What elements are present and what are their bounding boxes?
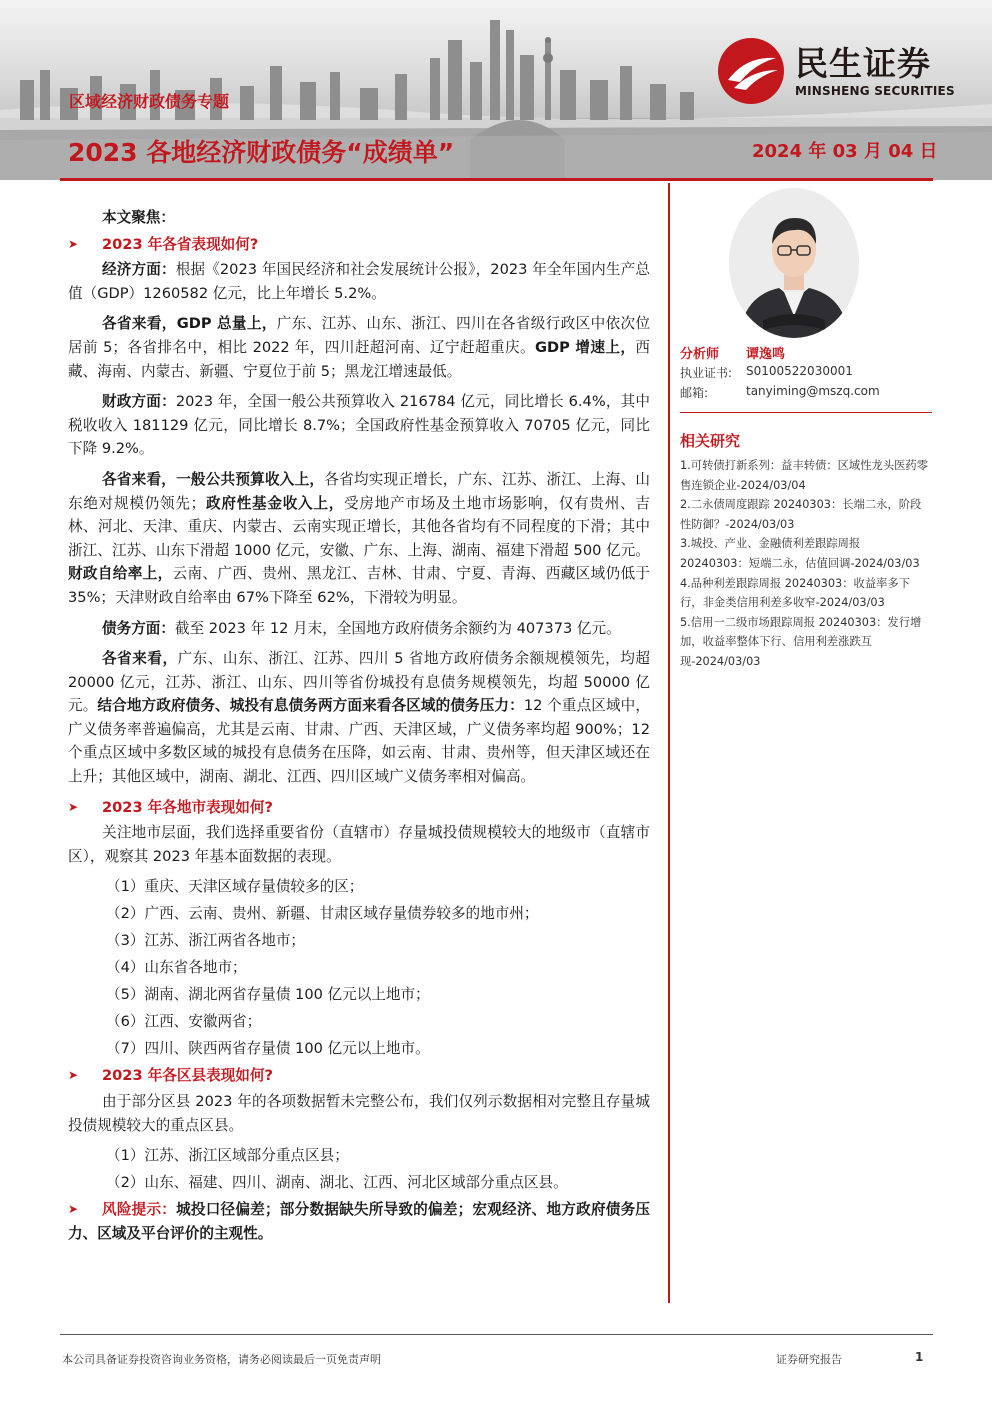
cities-paragraph: 关注地市层面，我们选择重要省份（直辖市）存量城投债规模较大的地级市（直辖市区），观察其 2023 年基本面数据的表现。	[68, 824, 650, 865]
risk-warning: ➤ 风险提示：城投口径偏差；部分数据缺失所导致的偏差；宏观经济、地方政府债务压力、区域及平台评价的主观性。	[68, 1198, 650, 1245]
economy-paragraph: 经济方面：根据《2023 年国民经济和社会发展统计公报》，2023 年全年国内生产总值（GDP）1260582 亿元，比上年增长 5.2%。	[68, 261, 650, 302]
debt-provinces-paragraph: 各省来看，广东、山东、浙江、江苏、四川 5 省地方政府债务余额规模领先，均超 20000 亿元，江苏、浙江、山东、四川等省份城投有息债务规模领先，均超 50000 亿元。结合地方政府债务、城投有息债务两方面来看各区域的债务压力：12 个重点区域中，广义债务率普遍偏高，尤其是云南、甘肃、广西、天津区域，广义债务率均超 900%；12 个重点区域中多数区域的城投有息债务在压降，如云南、甘肃、贵州等，但天津区域还在上升；其他区域中，湖南、湖北、江西、四川区域广义债务率相对偏高。	[68, 650, 650, 786]
report-topic: 区域经济财政债务专题	[69, 92, 230, 111]
list-item: （2）广西、云南、贵州、新疆、甘肃区域存量债券较多的地市州；	[106, 905, 539, 923]
main-content	[68, 206, 650, 1245]
chevron-right-icon: ➤	[68, 799, 79, 814]
debt-paragraph: 债务方面：截至 2023 年 12 月末，全国地方政府债务余额约为 407373 亿元。	[102, 619, 621, 637]
brand-logo	[716, 36, 976, 106]
counties-paragraph: 由于部分区县 2023 年的各项数据暂未完整公布，我们仅列示数据相对完整且存量城投债规模较大的重点区县。	[68, 1092, 650, 1134]
section-heading-counties: ➤ 2023 年各区县表现如何?	[68, 1064, 650, 1088]
column-divider	[668, 183, 670, 1303]
header-divider	[60, 178, 933, 181]
list-item: （5）湖南、湖北两省存量债 100 亿元以上地市；	[106, 986, 430, 1004]
related-research-title: 相关研究	[680, 432, 741, 450]
section-heading-provinces: ➤ 2023 年各省表现如何?	[68, 233, 650, 257]
minsheng-logo-icon	[716, 36, 786, 106]
list-item: （1）江苏、浙江区域部分重点区县；	[106, 1147, 349, 1165]
analyst-portrait-icon	[729, 188, 859, 338]
footer-divider	[60, 1334, 933, 1335]
email-row: 邮箱: tanyiming@mszq.com	[680, 384, 880, 400]
page-number: 1	[915, 1350, 924, 1364]
chevron-right-icon: ➤	[68, 1068, 79, 1083]
report-title: 2023 各地经济财政债务“成绩单”	[68, 138, 455, 167]
report-date: 2024 年 03 月 04 日	[752, 141, 938, 162]
list-item: （2）山东、福建、四川、湖南、湖北、江西、河北区域部分重点区县。	[106, 1174, 568, 1192]
related-item: 3.城投、产业、金融债利差跟踪周报 20240303：短端二永，估值回调-2024/03/03	[680, 537, 920, 570]
sidebar-divider	[680, 412, 932, 413]
list-item: （7）四川、陕西两省存量债 100 亿元以上地市。	[106, 1040, 430, 1058]
related-item: 1.可转债打新系列：益丰转债：区域性龙头医药零售连锁企业-2024/03/04	[680, 459, 929, 492]
footer-disclaimer: 本公司具备证券投资咨询业务资格，请务必阅读最后一页免责声明	[62, 1353, 381, 1366]
list-item: （4）山东省各地市；	[106, 959, 247, 977]
brand-name-cn: 民生证券	[795, 44, 931, 83]
analyst-name: 谭逸鸣	[746, 347, 786, 362]
analyst-photo	[729, 188, 859, 338]
certificate-number: S0100522030001	[746, 364, 853, 378]
fiscal-paragraph: 财政方面：2023 年，全国一般公共预算收入 216784 亿元，同比增长 6.4%，其中税收收入 181129 亿元，同比增长 8.7%；全国政府性基金预算收入 70705 亿元，同比下降 9.2%。	[68, 393, 650, 458]
chevron-right-icon: ➤	[68, 1202, 79, 1217]
list-item: （6）江西、安徽两省；	[106, 1013, 262, 1031]
brand-name-en: MINSHENG SECURITIES	[795, 84, 955, 98]
report-header	[0, 0, 992, 180]
section-heading-cities: ➤ 2023 年各地市表现如何?	[68, 796, 650, 820]
analyst-label: 分析师 谭逸鸣	[680, 343, 719, 362]
chevron-right-icon: ➤	[68, 236, 79, 251]
gdp-paragraph: 各省来看，GDP 总量上，广东、江苏、山东、浙江、四川在各省级行政区中依次位居前 5；各省排名中，相比 2022 年，四川赶超河南、辽宁赶超重庆。GDP 增速上，西藏、海南、内蒙古、新疆、宁夏位于前 5；黑龙江增速最低。	[68, 315, 650, 380]
related-item: 5.信用一二级市场跟踪周报 20240303：发行增加，收益率整体下行、信用利差涨跌互现-2024/03/03	[680, 615, 922, 668]
focus-heading: 本文聚焦：	[102, 209, 175, 226]
analyst-email: tanyiming@mszq.com	[746, 384, 880, 398]
certificate-row: 执业证书: S0100522030001	[680, 364, 853, 380]
list-item: （1）重庆、天津区域存量债较多的区；	[106, 878, 364, 896]
related-item: 4.品种利差跟踪周报 20240303：收益率多下行，非金类信用利差多收窄-2024/03/03	[680, 576, 911, 610]
related-item: 2.二永债周度跟踪 20240303：长端二永，阶段性防御？-2024/03/03	[680, 498, 922, 531]
related-research-list	[680, 456, 928, 672]
list-item: （3）江苏、浙江两省各地市；	[106, 932, 306, 950]
footer-report-type: 证券研究报告	[776, 1353, 842, 1366]
fiscal-provinces-paragraph: 各省来看，一般公共预算收入上，各省均实现正增长，广东、江苏、浙江、上海、山东绝对规模仍领先；政府性基金收入上，受房地产市场及土地市场影响，仅有贵州、吉林、河北、天津、重庆、内蒙古、云南实现正增长，其他各省均有不同程度的下滑；其中浙江、江苏、山东下滑超 1000 亿元，安徽、广东、上海、湖南、福建下滑超 500 亿元。财政自给率上，云南、广西、贵州、黑龙江、吉林、甘肃、宁夏、青海、西藏区域仍低于 35%；天津财政自给率由 67%下降至 62%，下滑较为明显。	[68, 470, 650, 606]
